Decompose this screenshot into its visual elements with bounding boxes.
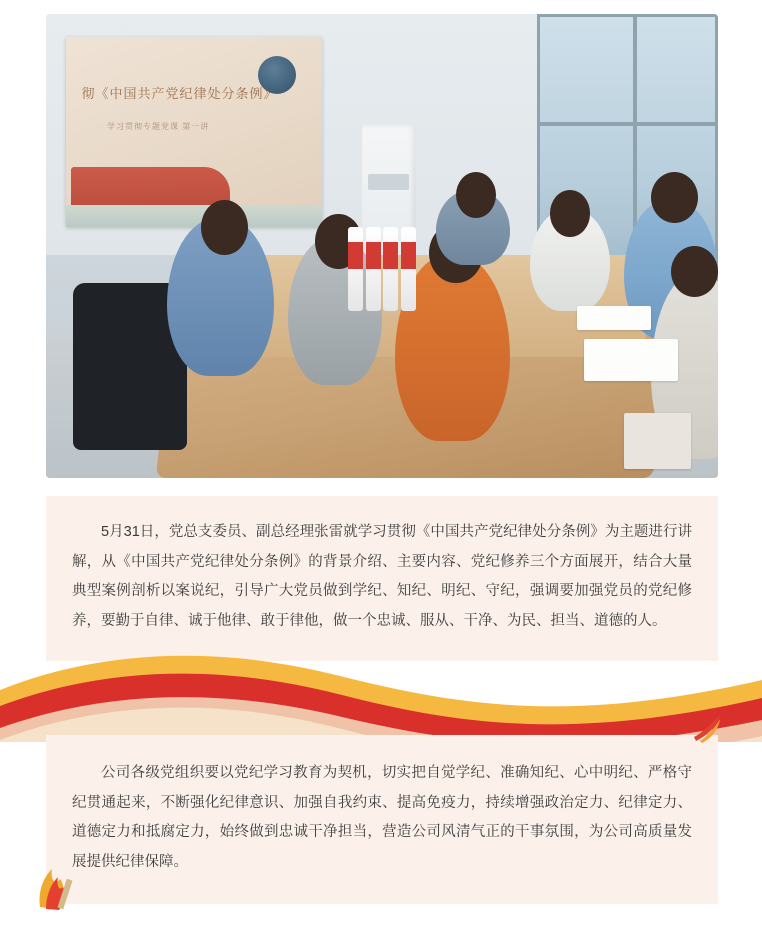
projector-screen xyxy=(66,37,321,227)
torch-icon-svg xyxy=(32,853,88,911)
torch-icon xyxy=(32,853,88,911)
bottle xyxy=(348,227,363,311)
bottle xyxy=(401,227,416,311)
person-foreground-right-head xyxy=(671,246,718,297)
projector-title: 彻《中国共产党纪律处分条例》 xyxy=(81,85,278,101)
bottle xyxy=(383,227,398,311)
projector-subtitle: 学习贯彻专题党课 第一讲 xyxy=(107,121,210,131)
photo-canvas xyxy=(46,14,718,478)
paragraph-two-block xyxy=(46,735,718,907)
wave-divider-svg xyxy=(0,632,762,742)
ribbon-icon xyxy=(690,711,724,745)
bottle xyxy=(366,227,381,311)
person-back-center-head xyxy=(456,172,496,218)
person-right-blue-head xyxy=(651,172,698,223)
ribbon-icon-svg xyxy=(690,711,724,745)
notebook xyxy=(624,413,691,469)
paragraph-two: 公司各级党组织要以党纪学习教育为契机，切实把自觉学纪、准确知纪、心中明纪、严格守纪贯通起来，不断强化纪律意识、加强自我约束、提高免疫力，持续增强政治定力、纪律定力、道德定力和抵腐定力，始终做到忠诚干净担当，营造公司风清气正的干事氛围，为公司高质量发展提供纪律保障。 xyxy=(46,735,718,904)
water-bottles xyxy=(348,227,415,311)
slide-sea-graphic xyxy=(66,205,321,228)
meeting-photo xyxy=(46,14,718,478)
document-sheet xyxy=(584,339,678,381)
paragraph-one: 5月31日，党总支委员、副总经理张雷就学习贯彻《中国共产党纪律处分条例》为主题进行讲解，从《中国共产党纪律处分条例》的背景介绍、主要内容、党纪修养三个方面展开，结合大量典型案例剖析以案说纪，引导广大党员做到学纪、知纪、明纪、守纪，强调要加强党员的党纪修养，要勤于自律、诚于他律、敢于律他，做一个忠诚、服从、干净、为民、担当、道德的人。 xyxy=(46,496,718,661)
person-left-blue-head xyxy=(201,200,248,256)
wave-divider xyxy=(0,632,762,742)
person-white-stripe-head xyxy=(550,190,590,236)
document-sheet xyxy=(577,306,651,329)
